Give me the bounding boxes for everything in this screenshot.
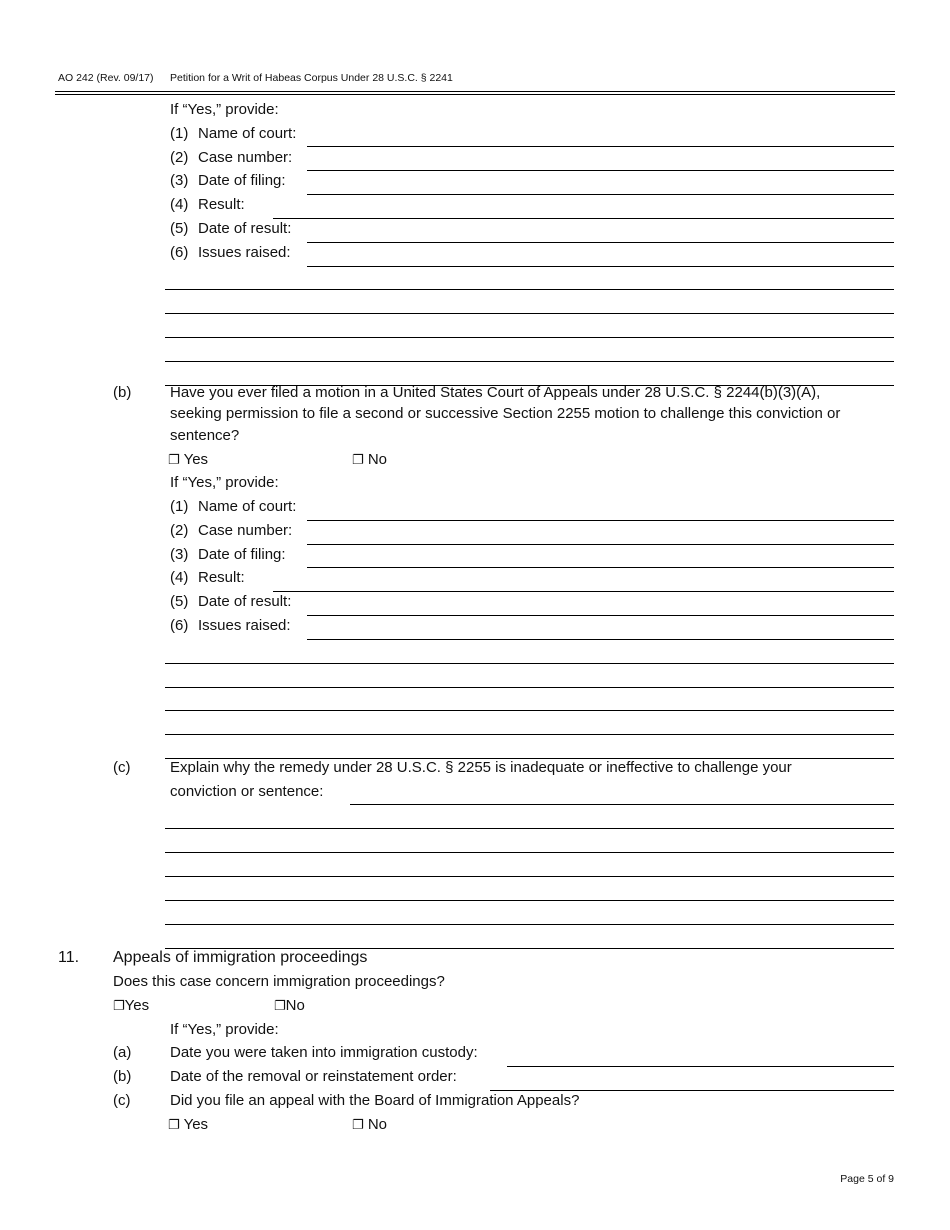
issues-raised-line[interactable] xyxy=(307,639,894,640)
answer-line[interactable] xyxy=(165,313,894,314)
field-label: Result: xyxy=(198,196,245,213)
section-b-marker: (b) xyxy=(113,384,132,401)
field-label: Date of filing: xyxy=(198,546,286,563)
field-label: Case number: xyxy=(198,522,293,539)
field-num: (4) xyxy=(170,569,189,586)
field-num: (1) xyxy=(170,125,189,142)
field-num: (3) xyxy=(170,546,189,563)
form-id: AO 242 (Rev. 09/17) xyxy=(58,72,154,84)
field-num: (6) xyxy=(170,617,189,634)
section-c-question: Explain why the remedy under 28 U.S.C. § 2255 is inadequate or ineffective to challenge your xyxy=(170,759,792,776)
date-of-result-line[interactable] xyxy=(307,615,894,616)
field-label: Date of result: xyxy=(198,593,292,610)
checkbox-icon: ❐ xyxy=(168,453,180,468)
if-yes-label-b: If “Yes,” provide: xyxy=(170,474,279,491)
page-number: Page 5 of 9 xyxy=(840,1173,894,1185)
field-label: Date of result: xyxy=(198,220,292,237)
checkbox-icon: ❐ xyxy=(352,453,364,468)
field-label: Name of court: xyxy=(198,498,297,515)
custody-date-label: Date you were taken into immigration custody: xyxy=(170,1044,478,1061)
section-11-question: Does this case concern immigration proceedings? xyxy=(113,973,445,990)
field-num: (5) xyxy=(170,220,189,237)
removal-order-label: Date of the removal or reinstatement order: xyxy=(170,1068,457,1085)
section-11-number: 11. xyxy=(58,949,80,966)
checkbox-icon: ❐ xyxy=(274,999,286,1014)
field-num: (2) xyxy=(170,522,189,539)
answer-line[interactable] xyxy=(165,876,894,877)
answer-line[interactable] xyxy=(165,710,894,711)
answer-line[interactable] xyxy=(165,663,894,664)
removal-order-line[interactable] xyxy=(490,1090,894,1091)
custody-date-line[interactable] xyxy=(507,1066,894,1067)
field-num: (4) xyxy=(170,196,189,213)
header-rule-top xyxy=(55,91,895,92)
field-label: Result: xyxy=(198,569,245,586)
yes-label: Yes xyxy=(124,997,150,1014)
no-checkbox-11[interactable] xyxy=(274,997,305,1016)
yes-label: Yes xyxy=(183,451,209,468)
field-num: (6) xyxy=(170,244,189,261)
if-yes-label-a: If “Yes,” provide: xyxy=(170,101,279,118)
section-b-question: sentence? xyxy=(170,427,240,444)
answer-line[interactable] xyxy=(165,734,894,735)
section-b-question: seeking permission to file a second or successive Section 2255 motion to challenge this conviction or xyxy=(170,405,841,422)
field-label: Case number: xyxy=(198,149,293,166)
field-num: (1) xyxy=(170,498,189,515)
field-label: Name of court: xyxy=(198,125,297,142)
case-number-line[interactable] xyxy=(307,170,894,171)
date-of-filing-line[interactable] xyxy=(307,567,894,568)
answer-line[interactable] xyxy=(165,337,894,338)
answer-line[interactable] xyxy=(165,900,894,901)
no-checkbox-appeal[interactable] xyxy=(352,1116,387,1135)
case-number-line[interactable] xyxy=(307,544,894,545)
checkbox-icon: ❐ xyxy=(113,999,125,1014)
explain-line[interactable] xyxy=(350,804,894,805)
section-11-title: Appeals of immigration proceedings xyxy=(113,949,368,966)
section-b-question: Have you ever filed a motion in a United States Court of Appeals under 28 U.S.C. § 2244(b)(3)(A), xyxy=(170,384,821,401)
section-c-marker: (c) xyxy=(113,759,131,776)
field-label: Date of filing: xyxy=(198,172,286,189)
checkbox-icon: ❐ xyxy=(168,1118,180,1133)
field-label: Issues raised: xyxy=(198,244,291,261)
section-c-question: conviction or sentence: xyxy=(170,783,324,800)
no-checkbox-b[interactable] xyxy=(352,451,387,470)
answer-line[interactable] xyxy=(165,828,894,829)
field-label: Issues raised: xyxy=(198,617,291,634)
item-marker: (b) xyxy=(113,1068,132,1085)
no-label: No xyxy=(285,997,305,1014)
yes-checkbox-b[interactable] xyxy=(168,451,208,470)
field-num: (2) xyxy=(170,149,189,166)
field-num: (5) xyxy=(170,593,189,610)
no-label: No xyxy=(367,1116,388,1133)
name-of-court-line[interactable] xyxy=(307,146,894,147)
yes-checkbox-appeal[interactable] xyxy=(168,1116,208,1135)
name-of-court-line[interactable] xyxy=(307,520,894,521)
result-line[interactable] xyxy=(273,591,894,592)
result-line[interactable] xyxy=(273,218,894,219)
answer-line[interactable] xyxy=(165,924,894,925)
if-yes-label-11: If “Yes,” provide: xyxy=(170,1021,279,1038)
date-of-result-line[interactable] xyxy=(307,242,894,243)
bia-appeal-label: Did you file an appeal with the Board of Immigration Appeals? xyxy=(170,1092,580,1109)
answer-line[interactable] xyxy=(165,852,894,853)
field-num: (3) xyxy=(170,172,189,189)
yes-label: Yes xyxy=(183,1116,209,1133)
answer-line[interactable] xyxy=(165,687,894,688)
answer-line[interactable] xyxy=(165,289,894,290)
issues-raised-line[interactable] xyxy=(307,266,894,267)
form-title: Petition for a Writ of Habeas Corpus Under 28 U.S.C. § 2241 xyxy=(170,72,453,84)
item-marker: (c) xyxy=(113,1092,131,1109)
header-rule-bottom xyxy=(55,94,895,95)
checkbox-icon: ❐ xyxy=(352,1118,364,1133)
date-of-filing-line[interactable] xyxy=(307,194,894,195)
item-marker: (a) xyxy=(113,1044,132,1061)
no-label: No xyxy=(367,451,388,468)
yes-checkbox-11[interactable] xyxy=(113,997,149,1016)
answer-line[interactable] xyxy=(165,361,894,362)
